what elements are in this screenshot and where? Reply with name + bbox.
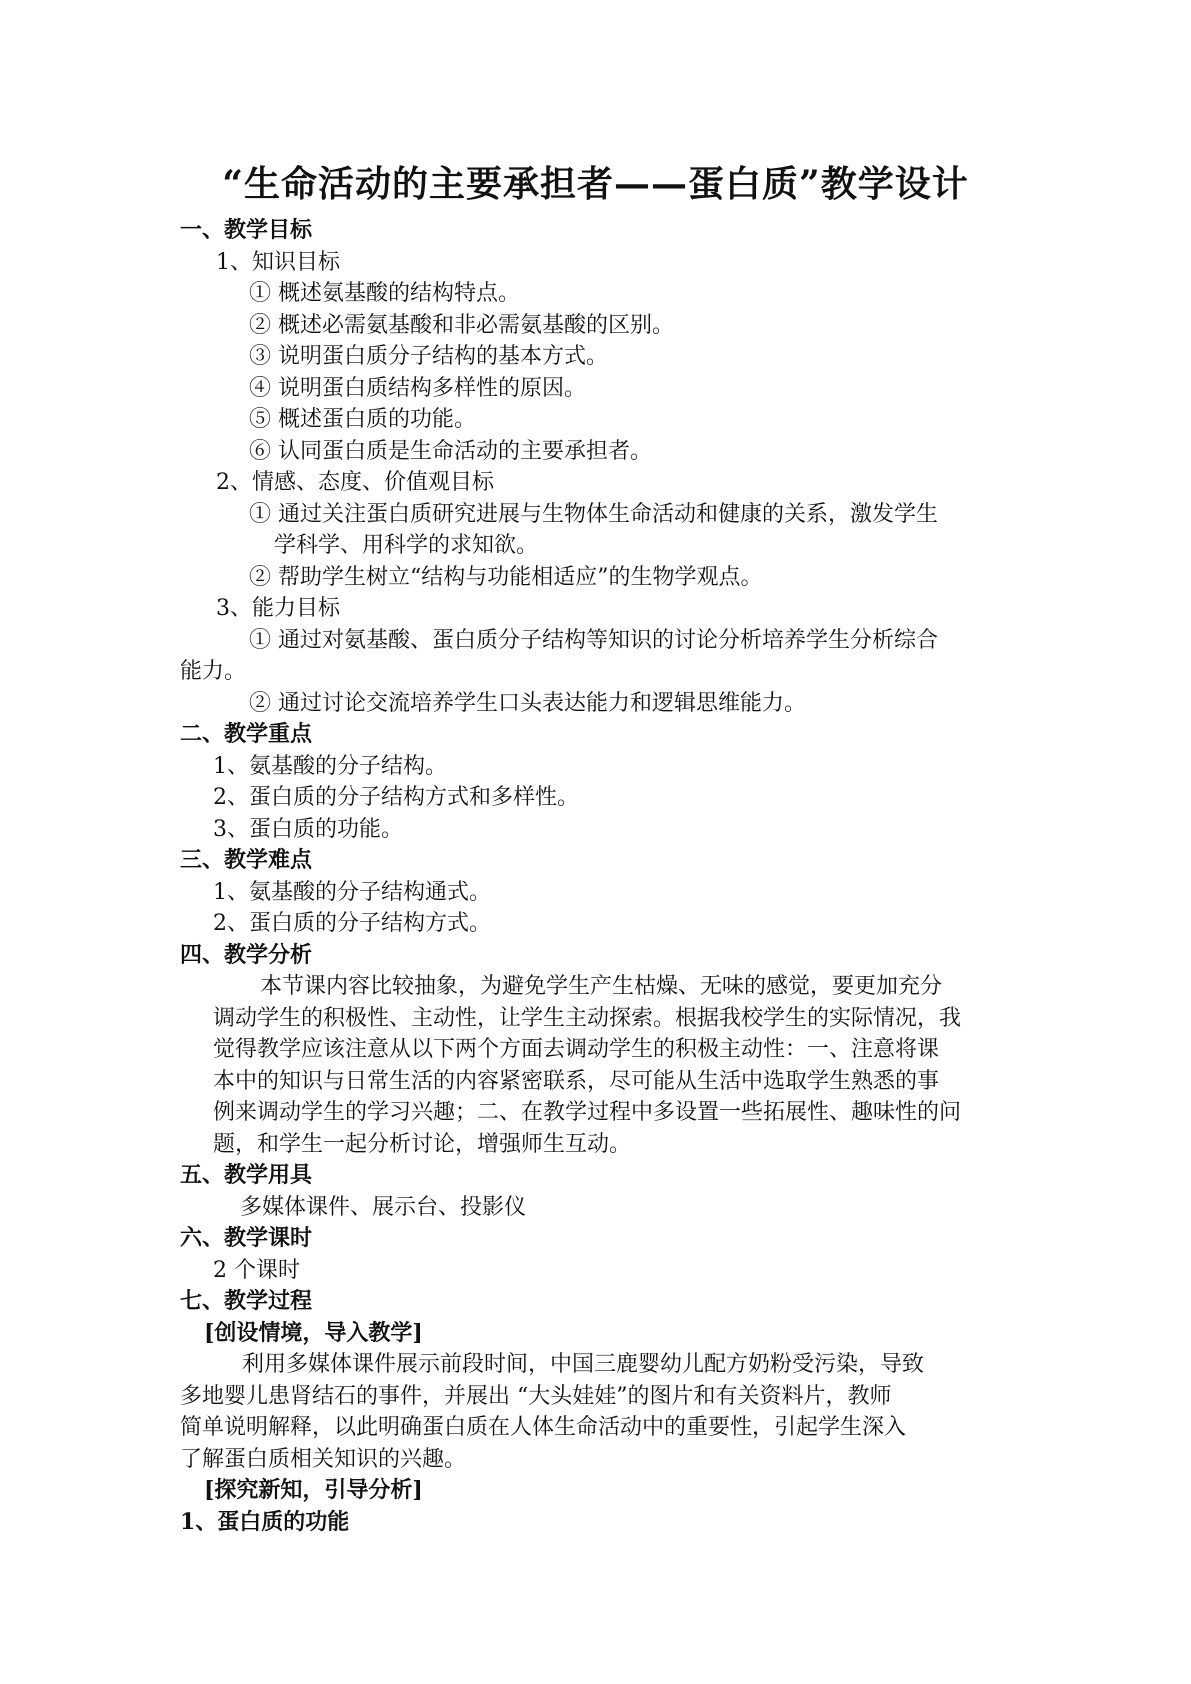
analysis-line: 调动学生的积极性、主动性，让学生主动探索。根据我校学生的实际情况，我 <box>213 1005 962 1031</box>
difficulty-item: 2、蛋白质的分子结构方式。 <box>213 911 491 936</box>
knowledge-item: ② 概述必需氨基酸和非必需氨基酸的区别。 <box>249 312 674 338</box>
section-heading-periods: 六、教学课时 <box>180 1225 313 1251</box>
knowledge-item: ④ 说明蛋白质结构多样性的原因。 <box>249 375 586 401</box>
knowledge-item: ① 概述氨基酸的结构特点。 <box>249 281 520 306</box>
analysis-line: 本中的知识与日常生活的内容紧密联系，尽可能从生活中选取学生熟悉的事 <box>213 1068 940 1094</box>
ability-item: ② 通过讨论交流培养学生口头表达能力和逻辑思维能力。 <box>249 690 806 716</box>
periods-text: 2 个课时 <box>213 1257 300 1283</box>
section-heading-tools: 五、教学用具 <box>180 1162 313 1188</box>
process-line: 了解蛋白质相关知识的兴趣。 <box>180 1446 467 1472</box>
knowledge-item: ⑤ 概述蛋白质的功能。 <box>249 407 476 432</box>
ability-item-continuation: 能力。 <box>180 659 247 684</box>
knowledge-item: ⑥ 认同蛋白质是生命活动的主要承担者。 <box>249 438 652 464</box>
section-heading-objectives: 一、教学目标 <box>180 217 313 243</box>
emotion-goal-heading: 2、情感、态度、价值观目标 <box>216 470 494 495</box>
key-point-item: 2、蛋白质的分子结构方式和多样性。 <box>213 785 579 810</box>
emotion-item-continuation: 学科学、用科学的求知欲。 <box>274 533 539 558</box>
section-heading-process: 七、教学过程 <box>180 1288 313 1314</box>
process-line: 简单说明解释，以此明确蛋白质在人体生命活动中的重要性，引起学生深入 <box>180 1415 907 1440</box>
process-item-heading: 1、蛋白质的功能 <box>180 1508 350 1535</box>
section-heading-analysis: 四、教学分析 <box>180 941 313 968</box>
process-subheading: [探究新知，引导分析] <box>204 1477 423 1503</box>
process-subheading: [创设情境，导入教学] <box>204 1319 423 1346</box>
analysis-line: 本节课内容比较抽象，为避免学生产生枯燥、无味的感觉，要更加充分 <box>260 974 943 999</box>
ability-goal-heading: 3、能力目标 <box>216 596 340 621</box>
knowledge-item: ③ 说明蛋白质分子结构的基本方式。 <box>249 344 608 369</box>
analysis-line: 觉得教学应该注意从以下两个方面去调动学生的积极主动性：一、注意将课 <box>213 1037 940 1062</box>
emotion-item: ① 通过关注蛋白质研究进展与生物体生命活动和健康的关系，激发学生 <box>249 501 938 527</box>
key-point-item: 1、氨基酸的分子结构。 <box>213 753 447 779</box>
section-heading-key-points: 二、教学重点 <box>180 721 313 747</box>
difficulty-item: 1、氨基酸的分子结构通式。 <box>213 879 491 905</box>
analysis-line: 题，和学生一起分析讨论，增强师生互动。 <box>213 1131 632 1157</box>
process-line: 利用多媒体课件展示前段时间，中国三鹿婴幼儿配方奶粉受污染，导致 <box>242 1352 925 1377</box>
key-point-item: 3、蛋白质的功能。 <box>213 816 403 842</box>
ability-item: ① 通过对氨基酸、蛋白质分子结构等知识的讨论分析培养学生分析综合 <box>249 627 938 653</box>
analysis-line: 例来调动学生的学习兴趣；二、在教学过程中多设置一些拓展性、趣味性的问 <box>213 1100 962 1125</box>
process-line: 多地婴儿患肾结石的事件，并展出 “大头娃娃”的图片和有关资料片，教师 <box>180 1383 892 1409</box>
document-body <box>180 215 1015 1538</box>
knowledge-goal-heading: 1、知识目标 <box>216 249 340 275</box>
tools-text: 多媒体课件、展示台、投影仪 <box>240 1194 527 1220</box>
emotion-item: ② 帮助学生树立“结构与功能相适应”的生物学观点。 <box>249 564 763 590</box>
page-title: “生命活动的主要承担者——蛋白质”教学设计 <box>222 163 969 205</box>
section-heading-difficulties: 三、教学难点 <box>180 847 313 873</box>
